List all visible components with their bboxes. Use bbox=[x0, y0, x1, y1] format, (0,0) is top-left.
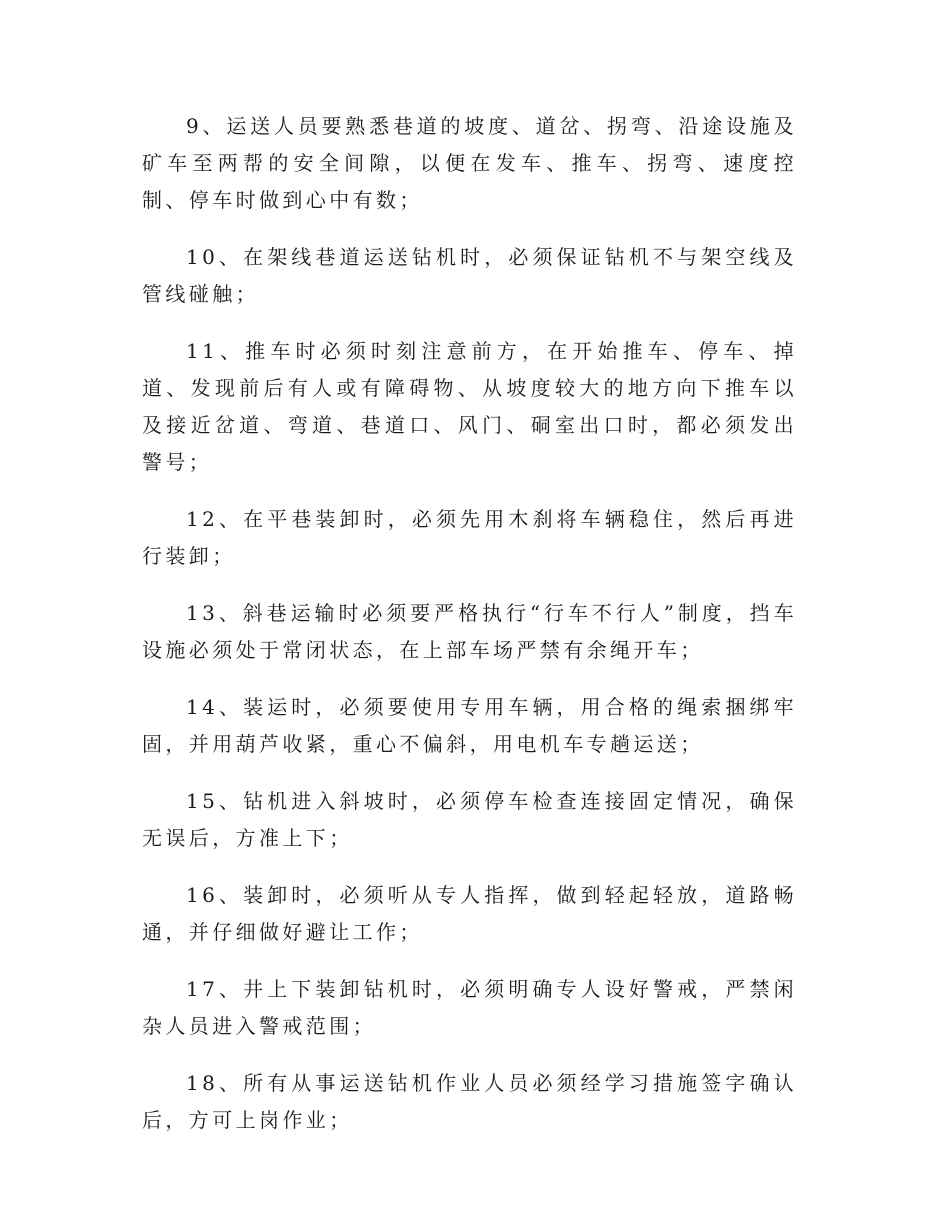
paragraph-item-9: 9、运送人员要熟悉巷道的坡度、道岔、拐弯、沿途设施及矿车至两帮的安全间隙，以便在发车、推车、拐弯、速度控制、停车时做到心中有数； bbox=[142, 114, 797, 212]
paragraph-item-13: 13、斜巷运输时必须要严格执行“行车不行人”制度，挡车设施必须处于常闭状态，在上部车场严禁有余绳开车； bbox=[142, 601, 797, 662]
paragraph-item-11: 11、推车时必须时刻注意前方，在开始推车、停车、掉道、发现前后有人或有障碍物、从坡度较大的地方向下推车以及接近岔道、弯道、巷道口、风门、硐室出口时，都必须发出警号； bbox=[142, 339, 797, 474]
paragraph-item-15: 15、钻机进入斜坡时，必须停车检查连接固定情况，确保无误后，方准上下； bbox=[142, 789, 797, 850]
paragraph-item-16: 16、装卸时，必须听从专人指挥，做到轻起轻放，道路畅通，并仔细做好避让工作； bbox=[142, 883, 797, 944]
document-body bbox=[142, 108, 797, 1159]
paragraph-item-14: 14、装运时，必须要使用专用车辆，用合格的绳索捆绑牢固，并用葫芦收紧，重心不偏斜，用电机车专趟运送； bbox=[142, 695, 797, 756]
paragraph-item-12: 12、在平巷装卸时，必须先用木刹将车辆稳住，然后再进行装卸； bbox=[142, 507, 797, 568]
paragraph-item-17: 17、井上下装卸钻机时，必须明确专人设好警戒，严禁闲杂人员进入警戒范围； bbox=[142, 977, 797, 1038]
paragraph-item-18: 18、所有从事运送钻机作业人员必须经学习措施签字确认后，方可上岗作业； bbox=[142, 1071, 797, 1132]
paragraph-item-10: 10、在架线巷道运送钻机时，必须保证钻机不与架空线及管线碰触； bbox=[142, 245, 797, 306]
